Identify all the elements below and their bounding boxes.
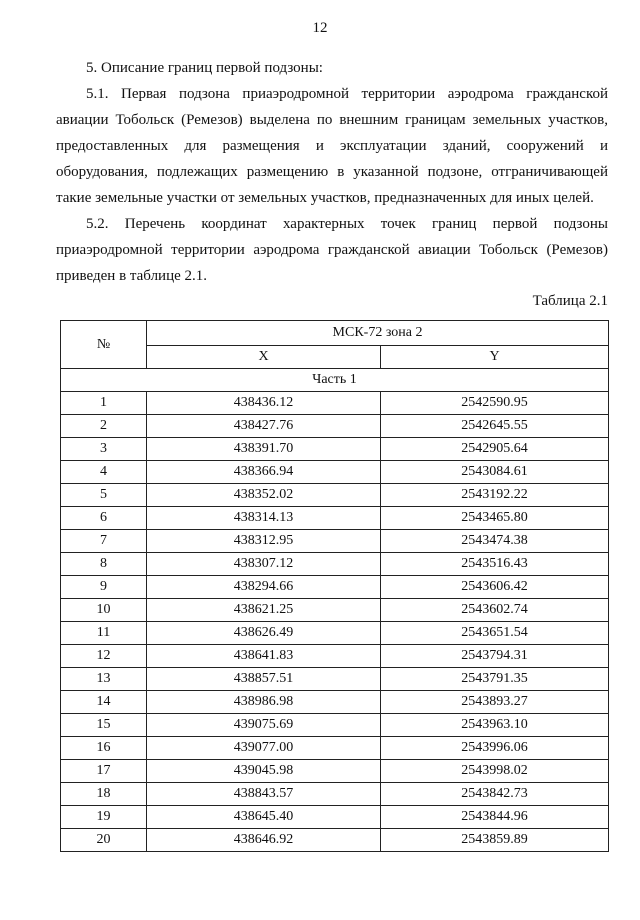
point-number-cell: 7 xyxy=(61,530,147,553)
y-coordinate-cell: 2543794.31 xyxy=(381,645,609,668)
x-coordinate-cell: 439075.69 xyxy=(147,714,381,737)
point-number-cell: 9 xyxy=(61,576,147,599)
table-row xyxy=(61,415,609,438)
point-number-cell: 17 xyxy=(61,760,147,783)
table-row xyxy=(61,507,609,530)
table-row xyxy=(61,760,609,783)
point-number-cell: 20 xyxy=(61,829,147,852)
x-coordinate-cell: 438645.40 xyxy=(147,806,381,829)
table-row xyxy=(61,645,609,668)
y-coordinate-cell: 2543465.80 xyxy=(381,507,609,530)
header-x: X xyxy=(147,346,381,369)
x-coordinate-cell: 438427.76 xyxy=(147,415,381,438)
table-row xyxy=(61,668,609,691)
header-number: № xyxy=(61,321,147,369)
y-coordinate-cell: 2543893.27 xyxy=(381,691,609,714)
x-coordinate-cell: 438986.98 xyxy=(147,691,381,714)
section-heading: 5. Описание границ первой подзоны: xyxy=(86,60,323,76)
x-coordinate-cell: 438294.66 xyxy=(147,576,381,599)
y-coordinate-cell: 2543996.06 xyxy=(381,737,609,760)
point-number-cell: 2 xyxy=(61,415,147,438)
table-row xyxy=(61,438,609,461)
point-number-cell: 13 xyxy=(61,668,147,691)
x-coordinate-cell: 438352.02 xyxy=(147,484,381,507)
table-row xyxy=(61,622,609,645)
table-row xyxy=(61,829,609,852)
table-row xyxy=(61,783,609,806)
paragraph-5-1: 5.1. Первая подзона приаэродромной территории аэродрома гражданской авиации Тобольск (Ремезов) выделена по внешним границам земельных участков, предоставленных для размещения и эксплуатации зданий, сооружений и оборудования, подлежащих размещению в указанной подзоне, отграничивающей такие земельные участки от земельных участков, предназначенных для иных целей. xyxy=(56,86,608,206)
header-y: Y xyxy=(381,346,609,369)
x-coordinate-cell: 438312.95 xyxy=(147,530,381,553)
y-coordinate-cell: 2543606.42 xyxy=(381,576,609,599)
paragraph-5-2: 5.2. Перечень координат характерных точек границ первой подзоны приаэродромной территории аэродрома гражданской авиации Тобольск (Ремезов) приведен в таблице 2.1. xyxy=(56,216,608,284)
x-coordinate-cell: 438626.49 xyxy=(147,622,381,645)
y-coordinate-cell: 2543651.54 xyxy=(381,622,609,645)
x-coordinate-cell: 438391.70 xyxy=(147,438,381,461)
part-label: Часть 1 xyxy=(61,369,609,392)
y-coordinate-cell: 2542905.64 xyxy=(381,438,609,461)
point-number-cell: 11 xyxy=(61,622,147,645)
y-coordinate-cell: 2543998.02 xyxy=(381,760,609,783)
y-coordinate-cell: 2543859.89 xyxy=(381,829,609,852)
table-row xyxy=(61,576,609,599)
x-coordinate-cell: 438621.25 xyxy=(147,599,381,622)
y-coordinate-cell: 2542645.55 xyxy=(381,415,609,438)
point-number-cell: 14 xyxy=(61,691,147,714)
y-coordinate-cell: 2543963.10 xyxy=(381,714,609,737)
point-number-cell: 16 xyxy=(61,737,147,760)
table-row xyxy=(61,599,609,622)
x-coordinate-cell: 439077.00 xyxy=(147,737,381,760)
x-coordinate-cell: 439045.98 xyxy=(147,760,381,783)
point-number-cell: 18 xyxy=(61,783,147,806)
y-coordinate-cell: 2543791.35 xyxy=(381,668,609,691)
table-row xyxy=(61,461,609,484)
x-coordinate-cell: 438436.12 xyxy=(147,392,381,415)
x-coordinate-cell: 438646.92 xyxy=(147,829,381,852)
table-row xyxy=(61,484,609,507)
point-number-cell: 8 xyxy=(61,553,147,576)
header-coordinate-system: МСК-72 зона 2 xyxy=(147,321,609,346)
x-coordinate-cell: 438641.83 xyxy=(147,645,381,668)
table-row xyxy=(61,392,609,415)
y-coordinate-cell: 2543842.73 xyxy=(381,783,609,806)
table-caption: Таблица 2.1 xyxy=(532,293,608,309)
x-coordinate-cell: 438366.94 xyxy=(147,461,381,484)
point-number-cell: 10 xyxy=(61,599,147,622)
page-number: 12 xyxy=(312,20,328,36)
point-number-cell: 12 xyxy=(61,645,147,668)
x-coordinate-cell: 438857.51 xyxy=(147,668,381,691)
y-coordinate-cell: 2543844.96 xyxy=(381,806,609,829)
point-number-cell: 4 xyxy=(61,461,147,484)
x-coordinate-cell: 438843.57 xyxy=(147,783,381,806)
y-coordinate-cell: 2543516.43 xyxy=(381,553,609,576)
point-number-cell: 15 xyxy=(61,714,147,737)
table-row xyxy=(61,553,609,576)
point-number-cell: 1 xyxy=(61,392,147,415)
coordinates-table xyxy=(60,320,609,852)
table-row xyxy=(61,737,609,760)
point-number-cell: 6 xyxy=(61,507,147,530)
y-coordinate-cell: 2543602.74 xyxy=(381,599,609,622)
point-number-cell: 3 xyxy=(61,438,147,461)
table-row xyxy=(61,714,609,737)
table-row xyxy=(61,530,609,553)
y-coordinate-cell: 2543084.61 xyxy=(381,461,609,484)
y-coordinate-cell: 2543192.22 xyxy=(381,484,609,507)
point-number-cell: 19 xyxy=(61,806,147,829)
table-row xyxy=(61,691,609,714)
y-coordinate-cell: 2543474.38 xyxy=(381,530,609,553)
x-coordinate-cell: 438307.12 xyxy=(147,553,381,576)
table-body xyxy=(61,392,609,852)
table-row xyxy=(61,806,609,829)
point-number-cell: 5 xyxy=(61,484,147,507)
x-coordinate-cell: 438314.13 xyxy=(147,507,381,530)
y-coordinate-cell: 2542590.95 xyxy=(381,392,609,415)
